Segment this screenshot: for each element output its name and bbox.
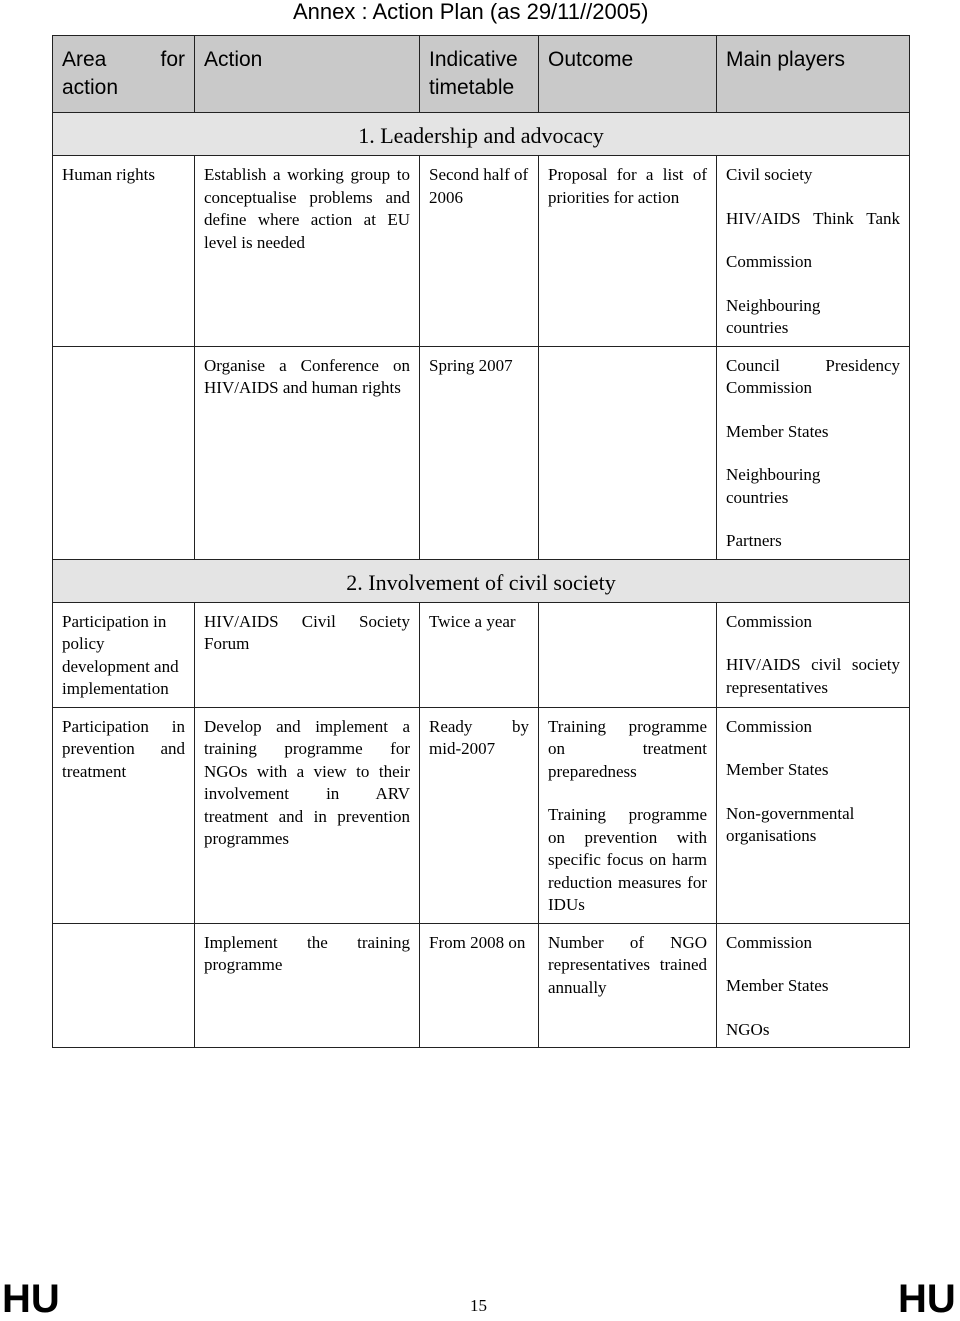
cell-area: Participation in prevention and treatment <box>53 707 195 923</box>
player: Council Presidency Commission <box>726 355 900 397</box>
header-timetable: Indicative timetable <box>420 36 539 113</box>
player: Commission <box>726 252 812 271</box>
cell-outcome <box>539 707 717 923</box>
cell-timetable: Spring 2007 <box>420 346 539 559</box>
cell-outcome: Proposal for a list of priorities for action <box>539 156 717 347</box>
cell-area <box>53 346 195 559</box>
cell-outcome <box>539 602 717 707</box>
cell-players <box>717 346 910 559</box>
player: Member States <box>726 421 829 441</box>
player: HIV/AIDS civil society representatives <box>726 655 900 697</box>
section-title-leadership: 1. Leadership and advocacy <box>53 113 910 156</box>
cell-area: Participation in policy development and implementation <box>53 602 195 707</box>
action-plan-table <box>52 35 910 1048</box>
cell-timetable: Second half of 2006 <box>420 156 539 347</box>
table-row <box>53 156 910 347</box>
player: NGOs <box>726 1019 770 1039</box>
page-number: 15 <box>470 1296 487 1315</box>
player: Neighbouring countries <box>726 465 821 507</box>
header-area: Area for action <box>53 36 195 113</box>
table-row <box>53 707 910 923</box>
section-row <box>53 113 910 156</box>
player: Member States <box>726 760 829 779</box>
outcome-item: Training programme on prevention with specific focus on harm reduction measures for IDUs <box>548 805 707 914</box>
page-title: Annex : Action Plan (as 29/11//2005) <box>293 0 649 24</box>
cell-players <box>717 923 910 1048</box>
player: Neighbouring countries <box>726 295 821 337</box>
header-row <box>53 36 910 113</box>
player: Member States <box>726 976 829 995</box>
cell-area: Human rights <box>53 156 195 347</box>
outcome-item: Training programme on treatment preparedness <box>548 716 707 781</box>
cell-area <box>53 923 195 1048</box>
cell-action: Implement the training programme <box>195 923 420 1048</box>
cell-outcome: Number of NGO representatives trained annually <box>539 923 717 1048</box>
player: HIV/AIDS Think Tank <box>726 208 900 228</box>
cell-action: Organise a Conference on HIV/AIDS and human rights <box>195 346 420 559</box>
header-action: Action <box>195 36 420 113</box>
cell-action: Develop and implement a training programme for NGOs with a view to their involvement in ARV treatment and in prevention programmes <box>195 707 420 923</box>
table-row <box>53 602 910 707</box>
cell-timetable: Ready by mid-2007 <box>420 707 539 923</box>
cell-action: HIV/AIDS Civil Society Forum <box>195 602 420 707</box>
cell-action: Establish a working group to conceptualise problems and define where action at EU level is needed <box>195 156 420 347</box>
player: Commission <box>726 932 812 952</box>
cell-outcome <box>539 346 717 559</box>
player: Non-governmental organisations <box>726 803 855 845</box>
section-row <box>53 559 910 602</box>
cell-timetable: From 2008 on <box>420 923 539 1048</box>
cell-players <box>717 156 910 347</box>
table-row <box>53 923 910 1048</box>
footer-language-code-left: HU <box>2 1277 60 1321</box>
player: Civil society <box>726 165 813 184</box>
cell-players <box>717 707 910 923</box>
player: Commission <box>726 611 812 631</box>
footer-language-code-right: HU <box>898 1277 956 1321</box>
player: Commission <box>726 716 812 736</box>
header-outcome: Outcome <box>539 36 717 113</box>
table-row <box>53 346 910 559</box>
cell-timetable: Twice a year <box>420 602 539 707</box>
section-title-civil-society: 2. Involvement of civil society <box>53 559 910 602</box>
player: Partners <box>726 531 782 550</box>
header-players: Main players <box>717 36 910 113</box>
cell-players <box>717 602 910 707</box>
